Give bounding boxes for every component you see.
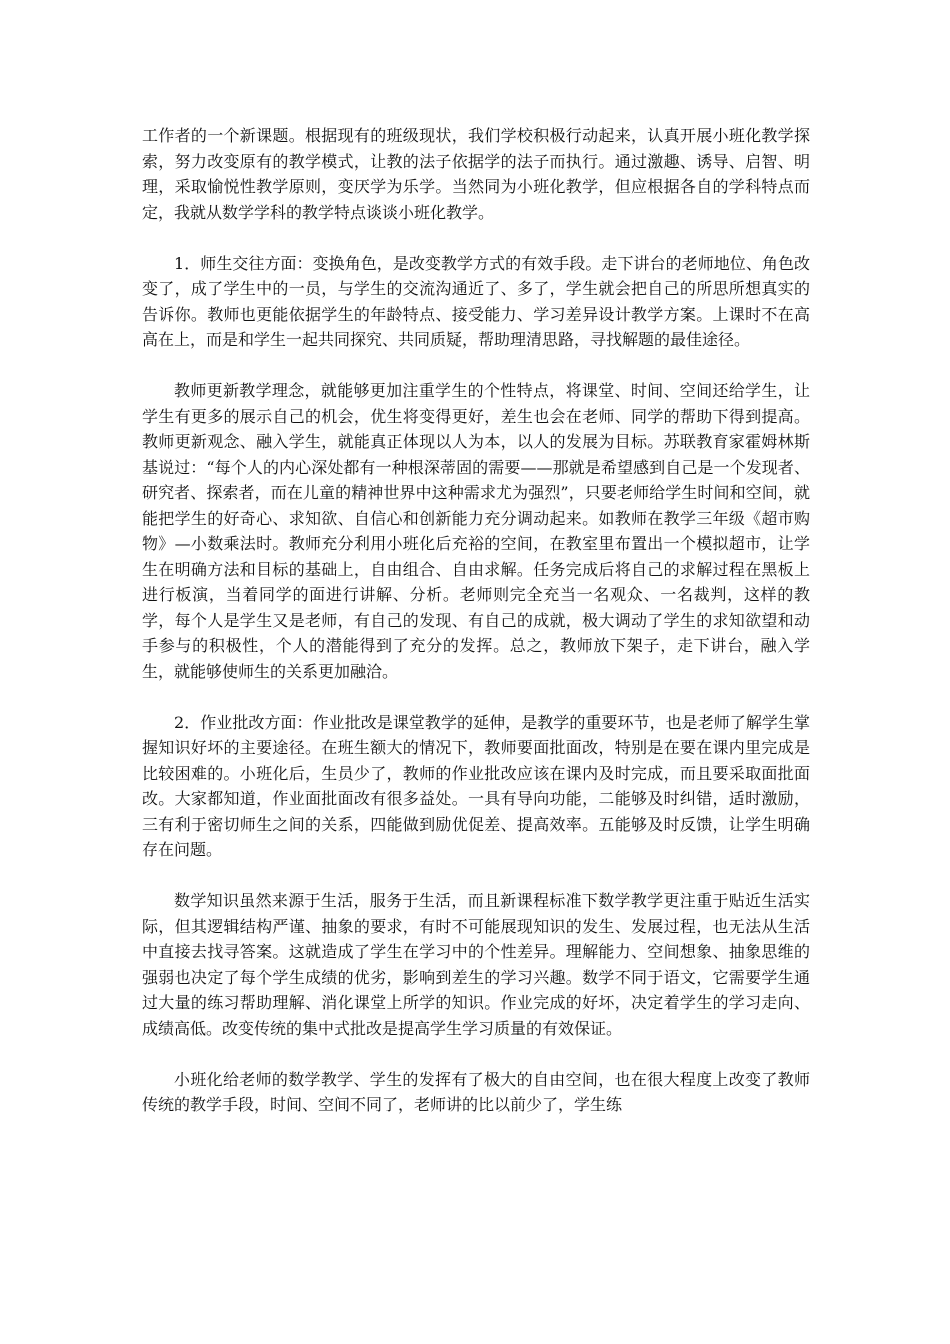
paragraph-homework-correction: 2．作业批改方面：作业批改是课堂教学的延伸，是教学的重要环节，也是老师了解学生掌握知识好坏的主要途径。在班生额大的情况下，教师要面批面改，特别是在要在课内里完成是比较困难的。小班化后，生员少了，教师的作业批改应该在课内及时完成，而且要采取面批面改。大家都知道，作业面批面改有很多益处。一具有导向功能，二能够及时纠错，适时激励，三有利于密切师生之间的关系，四能做到励优促差、提高效率。五能够及时反馈，让学生明确存在问题。 [142, 712, 810, 859]
paragraph-math-knowledge: 数学知识虽然来源于生活，服务于生活，而且新课程标准下数学教学更注重于贴近生活实际，但其逻辑结构严谨、抽象的要求，有时不可能展现知识的发生、发展过程，也无法从生活中直接去找寻答案。这就造成了学生在学习中的个性差异。理解能力、空间想象、抽象思维的强弱也决定了每个学生成绩的优劣，影响到差生的学习兴趣。数学不同于语文，它需要学生通过大量的练习帮助理解、消化课堂上所学的知识。作业完成的好坏，决定着学生的学习走向、成绩高低。改变传统的集中式批改是提高学生学习质量的有效保证。 [142, 891, 810, 1038]
paragraph-teacher-student-interaction: 1．师生交往方面：变换角色，是改变教学方式的有效手段。走下讲台的老师地位、角色改变了，成了学生中的一员，与学生的交流沟通近了、多了，学生就会把自己的所思所想真实的告诉你。教师也更能依据学生的年龄特点、接受能力、学习差异设计教学方案。上课时不在高高在上，而是和学生一起共同探究、共同质疑，帮助理清思路，寻找解题的最佳途径。 [142, 253, 810, 349]
paragraph-small-class-freedom: 小班化给老师的数学教学、学生的发挥有了极大的自由空间，也在很大程度上改变了教师传统的教学手段，时间、空间不同了，老师讲的比以前少了，学生练 [142, 1069, 810, 1114]
paragraph-teaching-philosophy: 教师更新教学理念，就能够更加注重学生的个性特点，将课堂、时间、空间还给学生，让学生有更多的展示自己的机会，优生将变得更好，差生也会在老师、同学的帮助下得到提高。教师更新观念、融入学生，就能真正体现以人为本，以人的发展为目标。苏联教育家霍姆林斯基说过：“每个人的内心深处都有一种根深蒂固的需要——那就是希望感到自己是一个发现者、研究者、探索者，而在儿童的精神世界中这种需求尤为强烈”，只要老师给学生时间和空间，就能把学生的好奇心、求知欲、自信心和创新能力充分调动起来。如教师在教学三年级《超市购物》—小数乘法时。教师充分利用小班化后充裕的空间，在教室里布置出一个模拟超市，让学生在明确方法和目标的基础上，自由组合、自由求解。任务完成后将自己的求解过程在黑板上进行板演，当着同学的面进行讲解、分析。老师则完全充当一名观众、一名裁判，这样的教学，每个人是学生又是老师，有自己的发现、有自己的成就，极大调动了学生的求知欲望和动手参与的积极性，个人的潜能得到了充分的发挥。总之，教师放下架子，走下讲台，融入学生，就能够使师生的关系更加融洽。 [142, 381, 810, 681]
document-body [142, 123, 810, 1143]
paragraph-intro-continuation: 工作者的一个新课题。根据现有的班级现状，我们学校积极行动起来，认真开展小班化教学探索，努力改变原有的教学模式，让教的法子依据学的法子而执行。通过激趣、诱导、启智、明理，采取愉悦性教学原则，变厌学为乐学。当然同为小班化教学，但应根据各自的学科特点而定，我就从数学学科的教学特点谈谈小班化教学。 [142, 126, 810, 222]
